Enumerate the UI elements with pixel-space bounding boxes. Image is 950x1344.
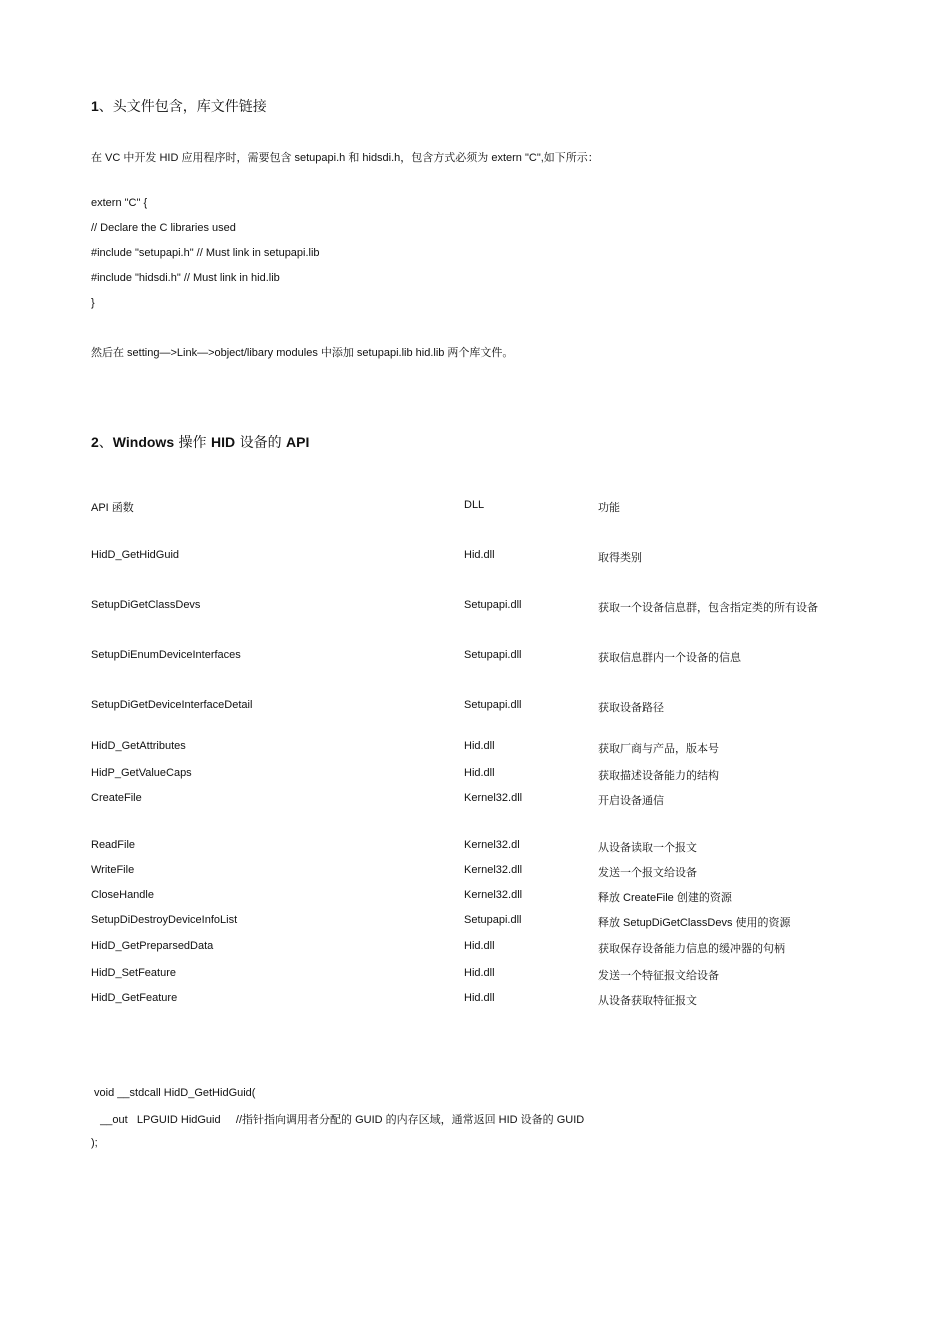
link-note: 然后在 setting—>Link—>object/libary modules 中添加 setupapi.lib hid.lib 两个库文件。 <box>91 347 514 359</box>
function-desc: 获取信息群内一个设备的信息 <box>598 652 741 664</box>
table-row <box>0 839 950 855</box>
function-desc: 获取设备路径 <box>598 702 664 714</box>
table-row <box>0 740 950 756</box>
api-name: HidD_GetFeature <box>91 992 178 1004</box>
section-2-title-hid: HID <box>211 434 236 450</box>
dll-name: Setupapi.dll <box>464 699 522 711</box>
api-name: SetupDiEnumDeviceInterfaces <box>91 649 241 661</box>
api-name: HidD_GetAttributes <box>91 740 186 752</box>
section-2-heading <box>91 432 309 452</box>
section-1-intro: 在 VC 中开发 HID 应用程序时，需要包含 setupapi.h 和 hidsdi.h，包含方式必须为 extern "C",如下所示： <box>91 152 599 164</box>
section-2-title-device: 设备的 <box>235 435 287 451</box>
dll-name: Hid.dll <box>464 992 495 1004</box>
function-desc: 从设备读取一个报文 <box>598 842 697 854</box>
table-row <box>0 549 950 565</box>
table-row <box>0 940 950 956</box>
table-header <box>0 499 950 515</box>
header-api: API 函数 <box>91 502 134 514</box>
function-desc: 获取描述设备能力的结构 <box>598 770 719 782</box>
function-desc: 发送一个特征报文给设备 <box>598 970 719 982</box>
section-2-title-api: API <box>286 434 310 450</box>
signature-line-1: void __stdcall HidD_GetHidGuid( <box>91 1087 256 1099</box>
header-dll: DLL <box>464 499 485 511</box>
api-name: SetupDiGetDeviceInterfaceDetail <box>91 699 253 711</box>
dll-name: Kernel32.dll <box>464 889 523 901</box>
function-desc: 释放 SetupDiGetClassDevs 使用的资源 <box>598 917 791 929</box>
section-2-title-sep: 、 <box>98 435 113 451</box>
dll-name: Kernel32.dll <box>464 792 523 804</box>
header-function: 功能 <box>598 502 620 514</box>
api-name: WriteFile <box>91 864 135 876</box>
code-line-5: } <box>91 297 95 309</box>
code-line-3: #include "setupapi.h" // Must link in setupapi.lib <box>91 247 320 259</box>
table-row <box>0 914 950 930</box>
section-2-title-windows: Windows <box>112 434 175 450</box>
function-desc: 发送一个报文给设备 <box>598 867 697 879</box>
section-1-title: 、头文件包含，库文件链接 <box>98 99 267 115</box>
section-1-heading <box>91 96 267 116</box>
function-desc: 获取一个设备信息群，包含指定类的所有设备 <box>598 602 818 614</box>
dll-name: Hid.dll <box>464 549 495 561</box>
table-row <box>0 792 950 808</box>
table-row <box>0 767 950 783</box>
table-row <box>0 649 950 665</box>
table-row <box>0 864 950 880</box>
dll-name: Hid.dll <box>464 940 495 952</box>
signature-line-2: __out LPGUID HidGuid //指针指向调用者分配的 GUID 的内存区域，通常返回 HID 设备的 GUID <box>91 1114 585 1126</box>
api-name: HidP_GetValueCaps <box>91 767 192 779</box>
section-2-number: 2 <box>91 434 99 450</box>
dll-name: Hid.dll <box>464 740 495 752</box>
dll-name: Setupapi.dll <box>464 599 522 611</box>
api-name: CreateFile <box>91 792 142 804</box>
function-desc: 从设备获取特征报文 <box>598 995 697 1007</box>
table-row <box>0 699 950 715</box>
dll-name: Setupapi.dll <box>464 649 522 661</box>
signature-line-3: ); <box>91 1137 98 1149</box>
dll-name: Hid.dll <box>464 967 495 979</box>
function-desc: 获取厂商与产品，版本号 <box>598 743 719 755</box>
section-1-number: 1 <box>91 98 99 114</box>
function-desc: 释放 CreateFile 创建的资源 <box>598 892 732 904</box>
table-row <box>0 889 950 905</box>
dll-name: Kernel32.dl <box>464 839 520 851</box>
api-name: SetupDiGetClassDevs <box>91 599 201 611</box>
table-row <box>0 967 950 983</box>
api-name: ReadFile <box>91 839 136 851</box>
code-line-2: // Declare the C libraries used <box>91 222 236 234</box>
api-name: HidD_GetPreparsedData <box>91 940 214 952</box>
dll-name: Hid.dll <box>464 767 495 779</box>
code-line-4: #include "hidsdi.h" // Must link in hid.lib <box>91 272 280 284</box>
function-desc: 开启设备通信 <box>598 795 664 807</box>
dll-name: Kernel32.dll <box>464 864 523 876</box>
table-row <box>0 599 950 615</box>
api-name: HidD_SetFeature <box>91 967 176 979</box>
api-name: HidD_GetHidGuid <box>91 549 180 561</box>
api-name: SetupDiDestroyDeviceInfoList <box>91 914 238 926</box>
code-line-1: extern "C" { <box>91 197 148 209</box>
table-row <box>0 992 950 1008</box>
function-desc: 取得类别 <box>598 552 642 564</box>
dll-name: Setupapi.dll <box>464 914 522 926</box>
api-name: CloseHandle <box>91 889 154 901</box>
section-2-title-op: 操作 <box>174 435 212 451</box>
function-desc: 获取保存设备能力信息的缓冲器的句柄 <box>598 943 785 955</box>
